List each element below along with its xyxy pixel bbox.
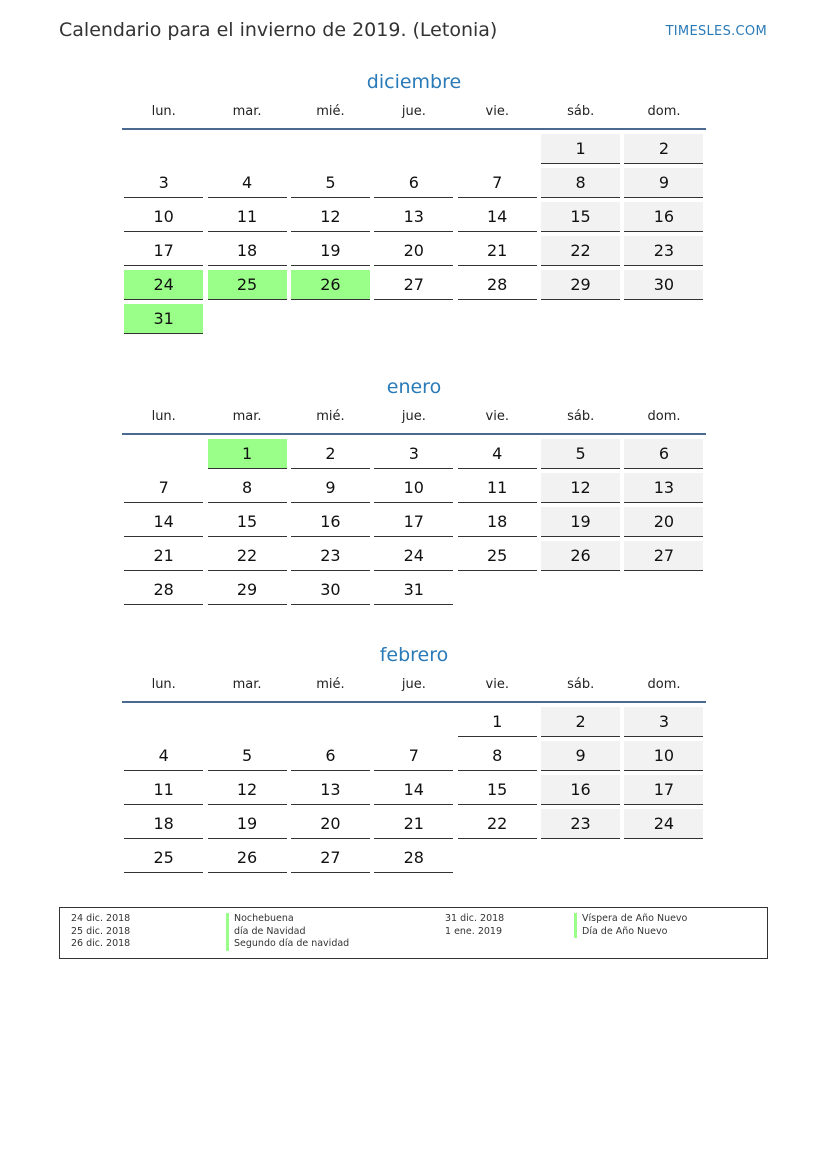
day-cell: 31 [124,304,203,334]
legend-holiday-date: 31 dic. 2018 [445,913,505,924]
day-cell: 25 [458,541,537,571]
empty-cell [124,439,203,469]
weekday-label: lun. [151,104,176,119]
day-cell: 13 [624,473,703,503]
day-cell: 2 [291,439,370,469]
day-cell: 30 [291,575,370,605]
day-cell: 16 [291,507,370,537]
day-cell: 21 [124,541,203,571]
holiday-legend [59,907,768,959]
day-cell: 4 [124,741,203,771]
empty-cell [374,707,453,737]
day-cell: 14 [374,775,453,805]
day-grid [122,703,706,877]
day-cell: 10 [374,473,453,503]
day-cell: 25 [124,843,203,873]
empty-cell [124,707,203,737]
day-cell: 1 [208,439,287,469]
month-title: febrero [379,644,449,666]
day-cell: 22 [208,541,287,571]
weekday-label: mié. [316,104,345,119]
day-cell: 1 [541,134,620,164]
weekday-label: dom. [647,677,681,692]
empty-cell [124,134,203,164]
day-cell: 21 [458,236,537,266]
day-cell: 15 [541,202,620,232]
empty-cell [208,134,287,164]
day-cell: 29 [541,270,620,300]
day-cell: 20 [624,507,703,537]
day-cell: 24 [374,541,453,571]
day-cell: 20 [374,236,453,266]
day-cell: 6 [624,439,703,469]
weekday-label: mié. [316,677,345,692]
day-cell: 12 [541,473,620,503]
day-cell: 12 [208,775,287,805]
empty-cell [291,707,370,737]
day-cell: 21 [374,809,453,839]
weekday-label: lun. [151,409,176,424]
empty-cell [208,707,287,737]
day-grid [122,130,706,338]
legend-holiday-name: Víspera de Año Nuevo [574,913,687,926]
day-cell: 28 [124,575,203,605]
day-cell: 28 [374,843,453,873]
day-cell: 2 [624,134,703,164]
day-cell: 22 [541,236,620,266]
legend-holiday-name: Segundo día de navidad [226,938,349,951]
legend-right-names [574,913,687,938]
day-cell: 5 [291,168,370,198]
day-cell: 15 [208,507,287,537]
day-cell: 11 [124,775,203,805]
day-cell: 18 [458,507,537,537]
legend-left-dates [71,913,130,951]
day-cell: 20 [291,809,370,839]
weekday-label: mar. [232,677,262,692]
day-cell: 8 [458,741,537,771]
weekday-label: vie. [485,104,509,119]
day-cell: 31 [374,575,453,605]
day-cell: 23 [624,236,703,266]
day-cell: 11 [458,473,537,503]
day-cell: 4 [458,439,537,469]
day-grid [122,435,706,609]
legend-holiday-name: día de Navidad [226,926,349,939]
month-title: enero [386,376,442,398]
legend-holiday-date: 25 dic. 2018 [71,925,131,937]
weekday-header [122,405,706,435]
day-cell: 8 [541,168,620,198]
month-title: diciembre [366,71,462,93]
day-cell: 2 [541,707,620,737]
day-cell: 18 [124,809,203,839]
empty-cell [374,134,453,164]
weekday-label: lun. [151,677,176,692]
day-cell: 13 [374,202,453,232]
day-cell: 24 [624,809,703,839]
weekday-label: jue. [401,409,426,424]
day-cell: 11 [208,202,287,232]
day-cell: 22 [458,809,537,839]
legend-left-names [226,913,349,951]
day-cell: 14 [124,507,203,537]
empty-cell [458,134,537,164]
day-cell: 3 [124,168,203,198]
day-cell: 16 [624,202,703,232]
weekday-label: vie. [485,409,509,424]
day-cell: 19 [208,809,287,839]
brand-link[interactable]: TIMESLES.COM [665,24,767,39]
day-cell: 13 [291,775,370,805]
day-cell: 15 [458,775,537,805]
day-cell: 28 [458,270,537,300]
weekday-label: mié. [316,409,345,424]
day-cell: 3 [624,707,703,737]
weekday-label: sáb. [567,104,595,119]
day-cell: 4 [208,168,287,198]
legend-holiday-name: Nochebuena [226,913,349,926]
weekday-label: sáb. [567,409,595,424]
empty-cell [291,134,370,164]
day-cell: 5 [541,439,620,469]
day-cell: 16 [541,775,620,805]
day-cell: 1 [458,707,537,737]
weekday-label: dom. [647,104,681,119]
weekday-label: mar. [232,104,262,119]
day-cell: 30 [624,270,703,300]
day-cell: 7 [374,741,453,771]
day-cell: 26 [541,541,620,571]
weekday-label: sáb. [567,677,595,692]
day-cell: 8 [208,473,287,503]
day-cell: 25 [208,270,287,300]
day-cell: 17 [624,775,703,805]
day-cell: 10 [624,741,703,771]
day-cell: 27 [291,843,370,873]
day-cell: 9 [624,168,703,198]
day-cell: 19 [541,507,620,537]
weekday-label: jue. [401,677,426,692]
day-cell: 27 [624,541,703,571]
legend-holiday-date: 26 dic. 2018 [71,938,131,949]
day-cell: 23 [541,809,620,839]
weekday-header [122,673,706,703]
day-cell: 6 [374,168,453,198]
weekday-label: dom. [647,409,681,424]
day-cell: 26 [291,270,370,300]
day-cell: 5 [208,741,287,771]
day-cell: 17 [374,507,453,537]
day-cell: 7 [124,473,203,503]
legend-right-dates [445,913,504,938]
weekday-header [122,100,706,130]
month-january [122,373,706,609]
weekday-label: mar. [232,409,262,424]
weekday-label: jue. [401,104,426,119]
day-cell: 7 [458,168,537,198]
weekday-label: vie. [485,677,509,692]
day-cell: 19 [291,236,370,266]
day-cell: 10 [124,202,203,232]
day-cell: 17 [124,236,203,266]
day-cell: 23 [291,541,370,571]
month-february [122,641,706,877]
day-cell: 27 [374,270,453,300]
legend-holiday-name: Día de Año Nuevo [574,926,687,939]
day-cell: 3 [374,439,453,469]
day-cell: 12 [291,202,370,232]
day-cell: 9 [541,741,620,771]
legend-holiday-date: 1 ene. 2019 [445,925,502,937]
day-cell: 26 [208,843,287,873]
day-cell: 18 [208,236,287,266]
day-cell: 24 [124,270,203,300]
day-cell: 6 [291,741,370,771]
page-title: Calendario para el invierno de 2019. (Letonia) [59,19,498,41]
day-cell: 14 [458,202,537,232]
day-cell: 9 [291,473,370,503]
day-cell: 29 [208,575,287,605]
month-december [122,68,706,338]
legend-holiday-date: 24 dic. 2018 [71,913,131,924]
